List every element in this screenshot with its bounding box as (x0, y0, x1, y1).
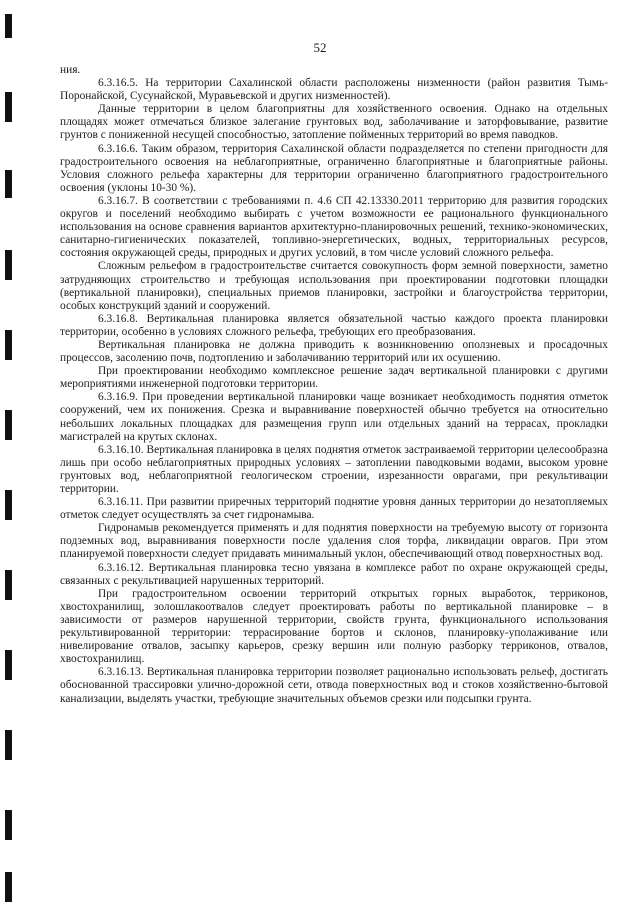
paragraph: ния. (60, 64, 81, 76)
paragraph: 6.3.16.8. Вертикальная планировка является обязательной частью каждого проекта планировки территории, особенно в условиях сложного рельефа, требующих его преобразования. (60, 312, 608, 338)
scan-binding-mark (5, 570, 12, 600)
paragraph: Гидронамыв рекомендуется применять и для поднятия поверхности на требуемую высоту от горизонта подземных вод, выравнивания поверхности после удаления слоя торфа, ликвидации оврагов. При этом планируемой поверхности следует придавать минимальный уклон, обеспечивающий отвод поверхностных вод. (60, 522, 608, 561)
paragraph: 6.3.16.6. Таким образом, территория Сахалинской области подразделяется по степени пригодности для градостроительного освоения на неблагоприятные, ограниченно благоприятные и благоприятные районы. Условия сложного рельефа характерны для территории ограниченно благоприятного градостроительного освоения (уклоны 10-30 %). (60, 142, 608, 194)
paragraph: 6.3.16.5. На территории Сахалинской области расположены низменности (район развития Тымь-Поронайской, Сусунайской, Муравьевской и других низменностей). (60, 77, 608, 103)
document-body (60, 64, 608, 706)
paragraph: При проектировании необходимо комплексное решение задач вертикальной планировки с другими мероприятиями инженерной подготовки территории. (60, 365, 608, 391)
scan-binding-mark (5, 810, 12, 840)
paragraph: Вертикальная планировка не должна приводить к возникновению оползневых и просадочных процессов, засолению почв, подтоплению и заболачиванию территорий или их осушению. (60, 338, 608, 365)
paragraph: 6.3.16.9. При проведении вертикальной планировки чаще возникает необходимость поднятия отметок сооружений, чем их понижения. Срезка и выравнивание поверхностей обычно требуется на относительно небольших локальных площадках для размещения групп или отдельных зданий на террасах, прокладки магистралей на крутых склонах. (60, 391, 608, 443)
scan-binding-mark (5, 92, 12, 122)
scan-binding-mark (5, 410, 12, 440)
scan-binding-mark (5, 490, 12, 520)
paragraph: 6.3.16.12. Вертикальная планировка тесно увязана в комплексе работ по охране окружающей среды, связанных с рекультивацией нарушенных территорий. (60, 561, 608, 587)
paragraph: При градостроительном освоении территорий открытых горных выработок, терриконов, хвостохранилищ, золошлакоотвалов следует проектировать работы по вертикальной планировке – в зависимости от размеров нарушенной территории, свойств грунта, функционального использования рекультивированной территории: террасирование бортов и склонов, планировку-уполаживание или нивелирование отвалов, засыпку карьеров, срезку вершин или полную разборку терриконов, отвалов, хвостохранилищ. (60, 587, 608, 666)
scan-binding-mark (5, 14, 12, 38)
scan-binding-mark (5, 872, 12, 902)
scan-binding-mark (5, 250, 12, 280)
scan-binding-mark (5, 170, 12, 198)
scan-binding-mark (5, 650, 12, 680)
paragraph: Сложным рельефом в градостроительстве считается совокупность форм земной поверхности, заметно затрудняющих строительство и требующая использования при проектировании подготовки площадки (вертикальной планировки), специальных приемов планировки, застройки и благоустройства территории, особых конструкций зданий и сооружений. (60, 260, 608, 312)
paragraph: Данные территории в целом благоприятны для хозяйственного освоения. Однако на отдельных площадях может отмечаться близкое залегание грунтовых вод, заболачивание и заторфовывание, развитие грунтов с пониженной несущей способностью, затопление пойменных территорий во время паводков. (60, 103, 608, 142)
paragraph: 6.3.16.13. Вертикальная планировка территории позволяет рационально использовать рельеф, достигать обоснованной трассировки улично-дорожной сети, отвода поверхностных вод и стоков хозяйственно-бытовой канализации, выделять участки, требующие значительных объемов срезки или подсыпки грунта. (60, 666, 608, 705)
scan-binding-mark (5, 730, 12, 760)
paragraph: 6.3.16.7. В соответствии с требованиями п. 4.6 СП 42.13330.2011 территорию для развития городских округов и поселений необходимо выбирать с учетом возможности ее рационального функционального использования на основе сравнения вариантов архитектурно-планировочных решений, технико-экономических, санитарно-гигиенических показателей, топливно-энергетических, водных, территориальных ресурсов, состояния окружающей среды, природных и других условий, в том числе условий сложного рельефа. (60, 194, 608, 260)
paragraph: 6.3.16.11. При развитии приречных территорий поднятие уровня данных территории до незатопляемых отметок следует осуществлять за счет гидронамыва. (60, 496, 608, 522)
scan-binding-mark (5, 330, 12, 360)
page-number: 52 (313, 40, 327, 55)
paragraph: 6.3.16.10. Вертикальная планировка в целях поднятия отметок застраиваемой территории целесообразна лишь при особо неблагоприятных природных условиях – затоплении паводковыми водами, высоком уровне грунтовых вод, неблагоприятной геологическом строении, изрезанности оврагами, при рекультивации территории. (60, 443, 608, 495)
